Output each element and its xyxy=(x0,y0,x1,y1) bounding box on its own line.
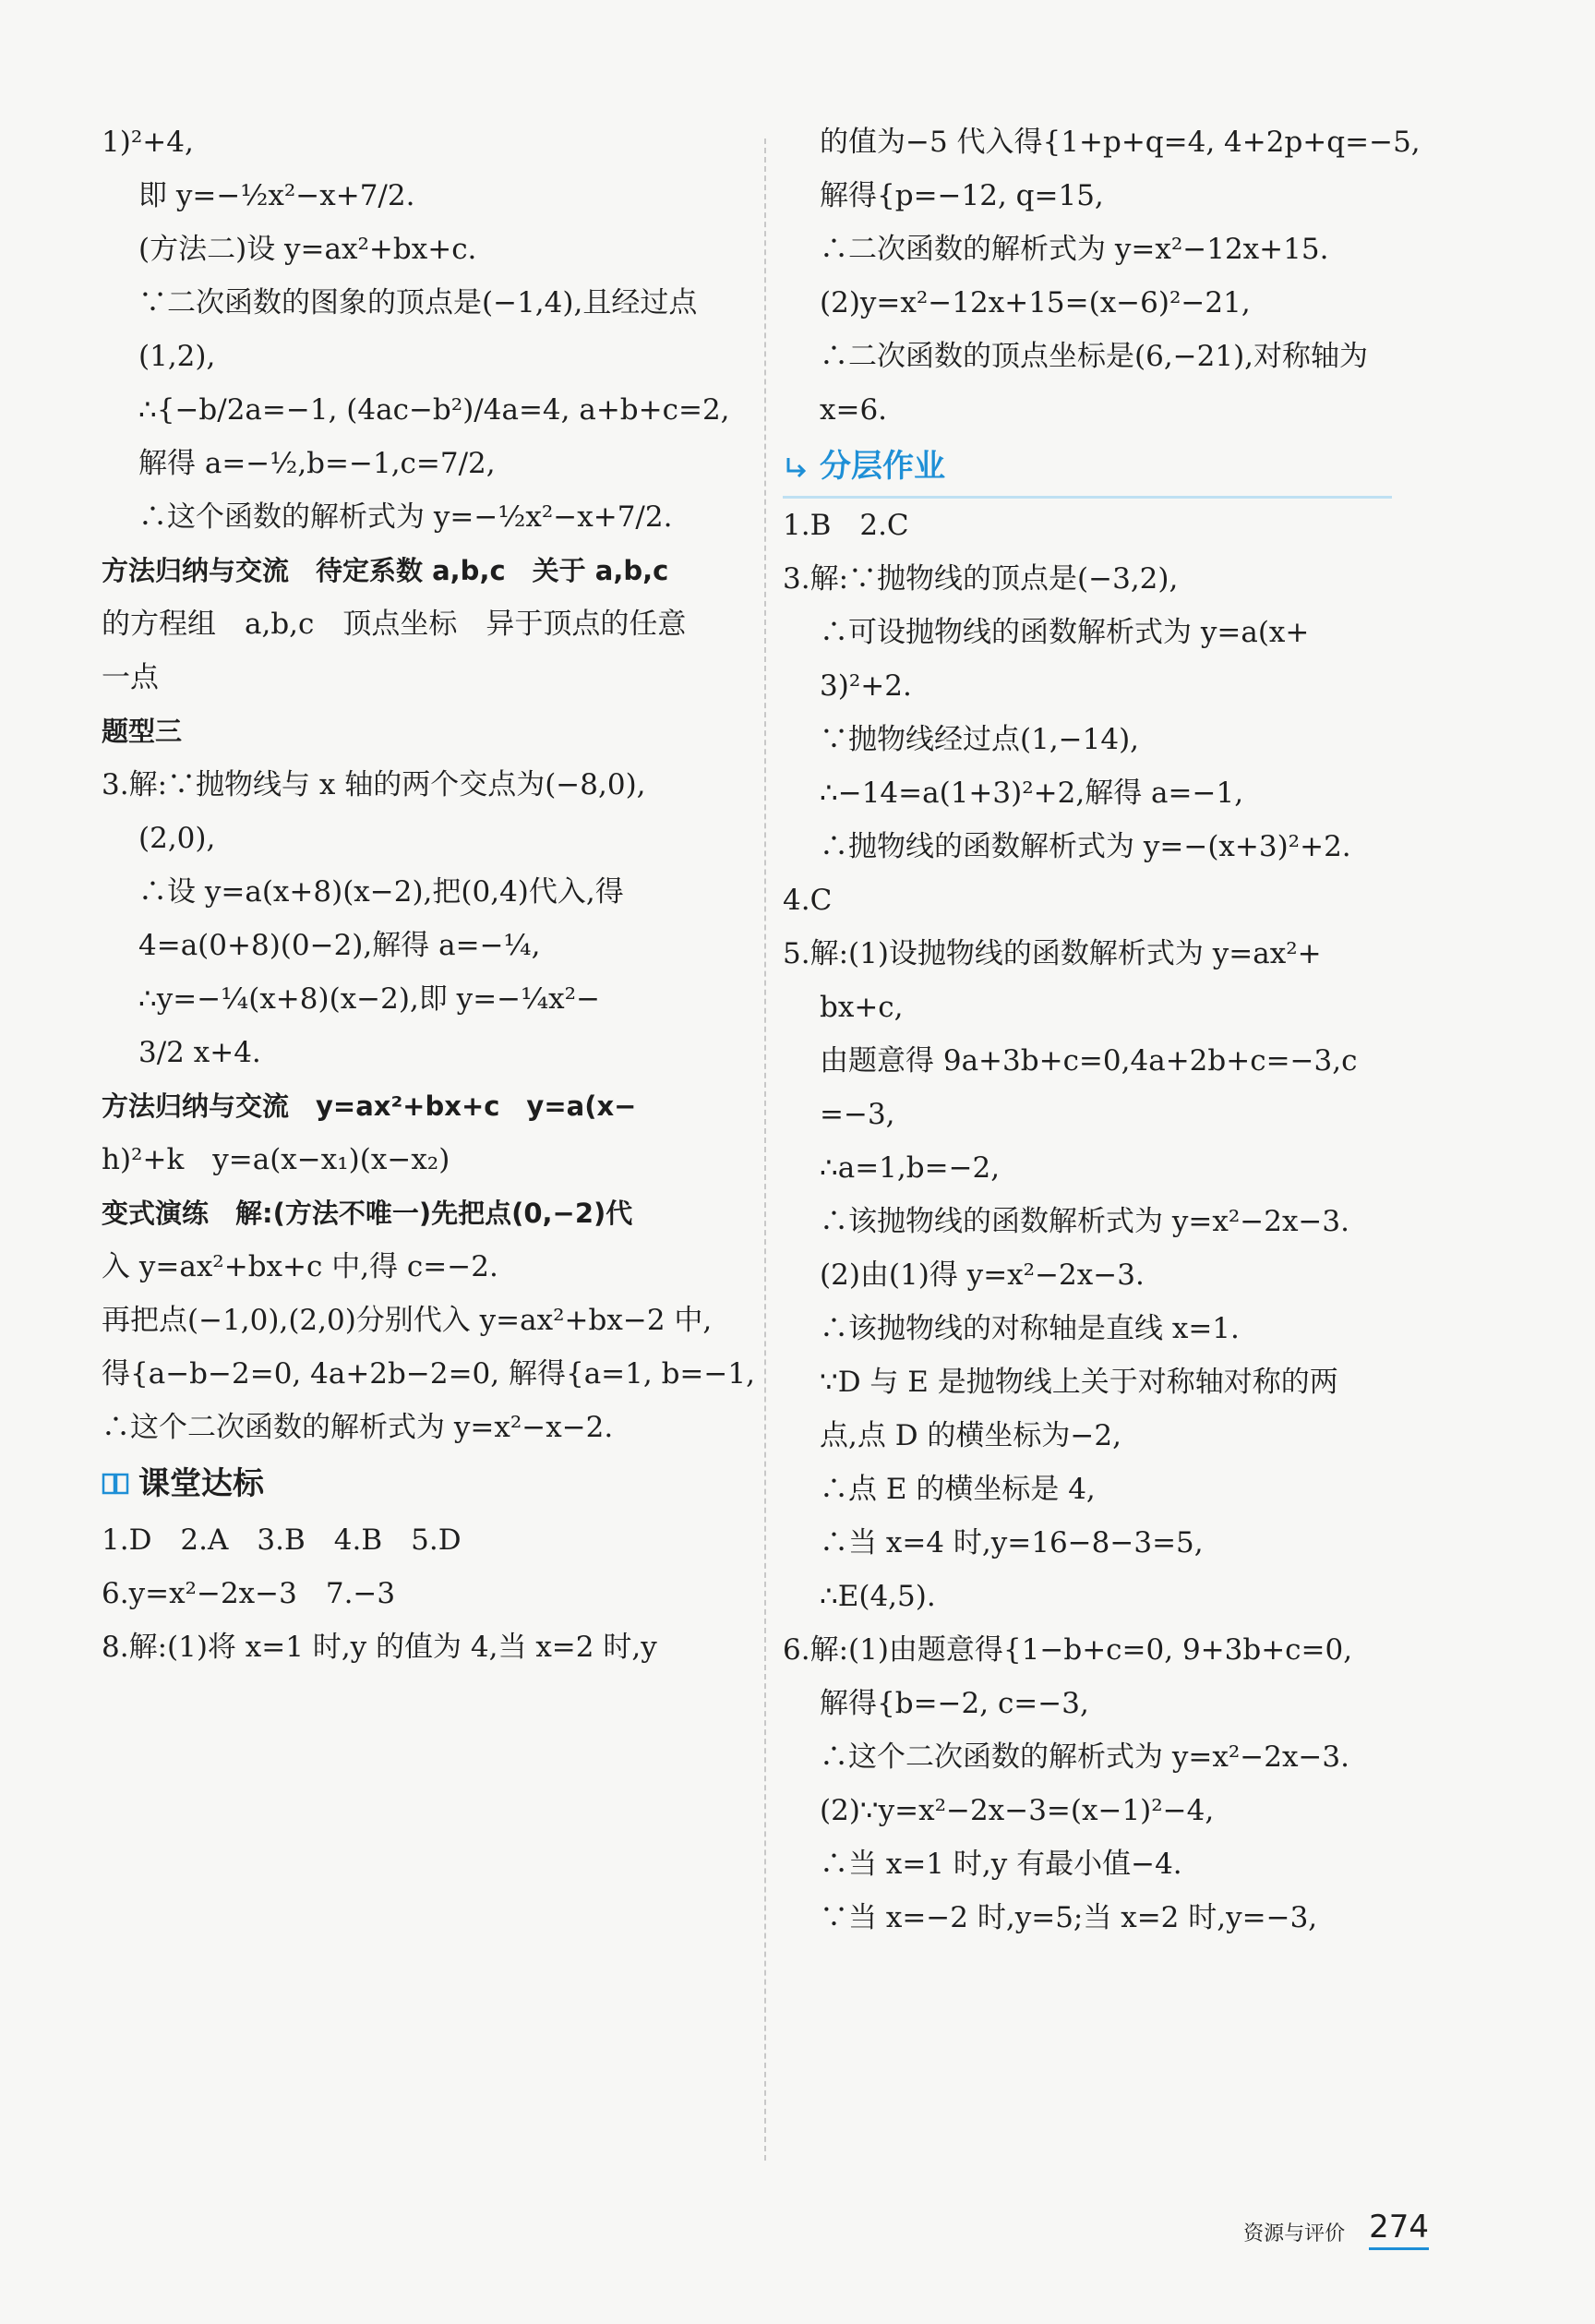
text-line: 6.y=x²−2x−3 7.−3 xyxy=(102,1577,396,1610)
text-line: ∴抛物线的函数解析式为 y=−(x+3)²+2. xyxy=(820,830,1351,863)
text-line: 解得{b=−2, c=−3, xyxy=(820,1687,1089,1720)
text-line: 点,点 D 的横坐标为−2, xyxy=(820,1419,1121,1452)
text-line: 解得 a=−½,b=−1,c=7/2, xyxy=(138,447,496,480)
arrow-icon xyxy=(783,452,810,480)
text-line: 一点 xyxy=(102,661,159,694)
text-line: 3/2 x+4. xyxy=(138,1036,261,1069)
text-line: 4.C xyxy=(783,884,833,917)
text-line: 1)²+4, xyxy=(102,126,194,159)
text-line: ∴这个二次函数的解析式为 y=x²−x−2. xyxy=(102,1411,614,1444)
text-line: ∴−14=a(1+3)²+2,解得 a=−1, xyxy=(820,777,1244,810)
text-line: ∴a=1,b=−2, xyxy=(820,1151,1001,1185)
text-line: ∴该抛物线的对称轴是直线 x=1. xyxy=(820,1312,1240,1345)
text-line: 1.B 2.C xyxy=(783,509,909,542)
left-column xyxy=(102,115,766,1674)
text-line: 即 y=−½x²−x+7/2. xyxy=(138,179,415,212)
text-line: ∴该抛物线的函数解析式为 y=x²−2x−3. xyxy=(820,1205,1349,1238)
text-line: (方法二)设 y=ax²+bx+c. xyxy=(138,233,477,266)
text-line: =−3, xyxy=(820,1098,895,1131)
text-line: ∴可设抛物线的函数解析式为 y=a(x+ xyxy=(820,616,1310,649)
text-line: ∵当 x=−2 时,y=5;当 x=2 时,y=−3, xyxy=(820,1901,1318,1934)
text-line: ∴二次函数的顶点坐标是(6,−21),对称轴为 xyxy=(820,340,1369,373)
page-footer xyxy=(1243,2207,1429,2250)
text-line: 6.解:(1)由题意得{1−b+c=0, 9+3b+c=0, xyxy=(783,1633,1353,1667)
page-number: 274 xyxy=(1369,2207,1429,2250)
book-icon xyxy=(102,1470,129,1498)
text-line: ∵二次函数的图象的顶点是(−1,4),且经过点 xyxy=(138,286,698,319)
method-summary: 方法归纳与交流 待定系数 a,b,c 关于 a,b,c xyxy=(102,555,669,586)
section-heading-homework xyxy=(783,437,1392,499)
text-line: ∴E(4,5). xyxy=(820,1580,936,1613)
text-line: 3)²+2. xyxy=(820,669,912,703)
text-line: 3.解:∵抛物线与 x 轴的两个交点为(−8,0), xyxy=(102,768,646,801)
text-line: 8.解:(1)将 x=1 时,y 的值为 4,当 x=2 时,y xyxy=(102,1631,657,1664)
text-line: ∴{−b/2a=−1, (4ac−b²)/4a=4, a+b+c=2, xyxy=(138,393,730,427)
text-line: (2)由(1)得 y=x²−2x−3. xyxy=(820,1258,1145,1292)
text-line: 3.解:∵抛物线的顶点是(−3,2), xyxy=(783,562,1179,596)
footer-label: 资源与评价 xyxy=(1243,2222,1346,2246)
section-heading-label: 分层作业 xyxy=(820,448,945,485)
text-line: (1,2), xyxy=(138,340,216,373)
text-line: ∴这个二次函数的解析式为 y=x²−2x−3. xyxy=(820,1740,1349,1774)
text-line: ∴当 x=1 时,y 有最小值−4. xyxy=(820,1848,1182,1881)
text-line: ∴当 x=4 时,y=16−8−3=5, xyxy=(820,1526,1204,1559)
text-line: 得{a−b−2=0, 4a+2b−2=0, 解得{a=1, b=−1, xyxy=(102,1357,755,1391)
text-line: ∵抛物线经过点(1,−14), xyxy=(820,723,1140,756)
text-line: ∴设 y=a(x+8)(x−2),把(0,4)代入,得 xyxy=(138,875,624,909)
text-line: ∵D 与 E 是抛物线上关于对称轴对称的两 xyxy=(820,1366,1338,1399)
text-line: 入 y=ax²+bx+c 中,得 c=−2. xyxy=(102,1250,498,1283)
text-line: ∴点 E 的横坐标是 4, xyxy=(820,1473,1096,1506)
right-column xyxy=(783,115,1447,1945)
text-line: 5.解:(1)设抛物线的函数解析式为 y=ax²+ xyxy=(783,937,1322,970)
text-line: 再把点(−1,0),(2,0)分别代入 y=ax²+bx−2 中, xyxy=(102,1304,713,1337)
text-line: ∴二次函数的解析式为 y=x²−12x+15. xyxy=(820,233,1329,266)
text-line: h)²+k y=a(x−x₁)(x−x₂) xyxy=(102,1143,450,1176)
section-heading-label: 课堂达标 xyxy=(138,1465,264,1502)
text-line: 4=a(0+8)(0−2),解得 a=−¼, xyxy=(138,929,541,962)
text-line: ∴y=−¼(x+8)(x−2),即 y=−¼x²− xyxy=(138,982,601,1016)
variant-practice: 变式演练 解:(方法不唯一)先把点(0,−2)代 xyxy=(102,1198,633,1229)
text-line: 的值为−5 代入得{1+p+q=4, 4+2p+q=−5, xyxy=(820,126,1421,159)
text-line: (2)∵y=x²−2x−3=(x−1)²−4, xyxy=(820,1794,1215,1827)
section-heading-class xyxy=(102,1454,766,1513)
section-title: 题型三 xyxy=(102,716,183,747)
text-line: 的方程组 a,b,c 顶点坐标 异于顶点的任意 xyxy=(102,608,687,641)
text-line: (2)y=x²−12x+15=(x−6)²−21, xyxy=(820,286,1251,319)
text-line: 解得{p=−12, q=15, xyxy=(820,179,1104,212)
text-line: ∴这个函数的解析式为 y=−½x²−x+7/2. xyxy=(138,500,673,534)
text-line: 由题意得 9a+3b+c=0,4a+2b+c=−3,c xyxy=(820,1044,1358,1078)
method-summary: 方法归纳与交流 y=ax²+bx+c y=a(x− xyxy=(102,1090,637,1122)
text-line: 1.D 2.A 3.B 4.B 5.D xyxy=(102,1523,462,1557)
text-line: x=6. xyxy=(820,393,888,427)
text-line: bx+c, xyxy=(820,991,904,1024)
text-line: (2,0), xyxy=(138,822,216,855)
